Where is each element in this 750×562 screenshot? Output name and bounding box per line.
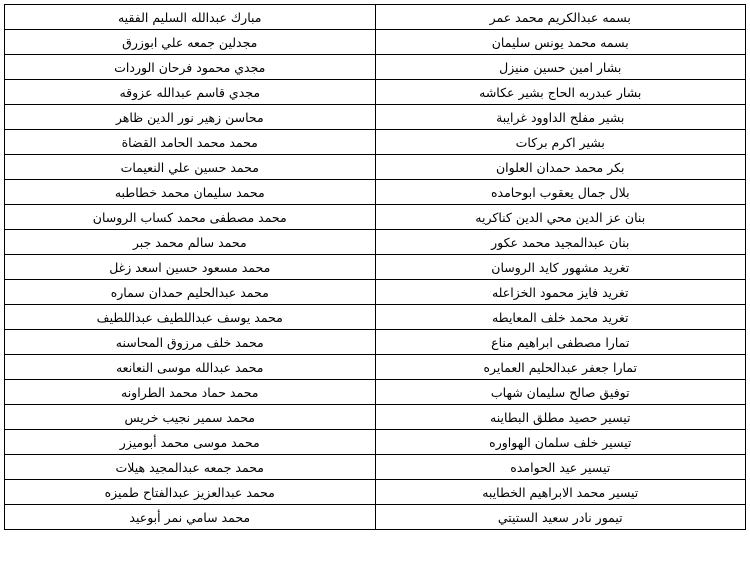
name-cell-right: بنان عبدالمجيد محمد عكور	[375, 230, 746, 255]
name-cell-right: بشير مفلح الداوود غرايبة	[375, 105, 746, 130]
table-row	[5, 355, 746, 380]
name-cell-left: محمد عبدالعزيز عبدالفتاح طميزه	[5, 480, 376, 505]
table-row	[5, 480, 746, 505]
names-table-body	[5, 5, 746, 530]
name-cell-left: محمد حماد محمد الطراونه	[5, 380, 376, 405]
name-cell-right: بشار عبدربه الحاج بشير عكاشه	[375, 80, 746, 105]
table-row	[5, 180, 746, 205]
table-row	[5, 305, 746, 330]
names-table	[4, 4, 746, 530]
name-cell-right: تيسير خلف سلمان الهواوره	[375, 430, 746, 455]
name-cell-right: تغريد محمد خلف المعايطه	[375, 305, 746, 330]
name-cell-left: محمد عبدالله موسى النعانعه	[5, 355, 376, 380]
table-row	[5, 255, 746, 280]
name-cell-right: بسمه عبدالكريم محمد عمر	[375, 5, 746, 30]
name-cell-left: مجدي قاسم عبدالله عزوقه	[5, 80, 376, 105]
name-cell-left: محمد جمعه عبدالمجيد هيلات	[5, 455, 376, 480]
name-cell-right: بشير اكرم بركات	[375, 130, 746, 155]
name-cell-right: تغريد مشهور كايد الروسان	[375, 255, 746, 280]
name-cell-left: محمد حسين علي النعيمات	[5, 155, 376, 180]
table-row	[5, 505, 746, 530]
name-cell-left: مجدي محمود فرحان الوردات	[5, 55, 376, 80]
name-cell-left: محمد سليمان محمد خطاطبه	[5, 180, 376, 205]
name-cell-left: محمد مسعود حسين اسعد زغل	[5, 255, 376, 280]
name-cell-right: بلال جمال يعقوب ابوحامده	[375, 180, 746, 205]
name-cell-right: تغريد فايز محمود الخزاعله	[375, 280, 746, 305]
name-cell-right: تيسير محمد الابراهيم الخطايبه	[375, 480, 746, 505]
name-cell-right: بشار امين حسين منيزل	[375, 55, 746, 80]
table-row	[5, 405, 746, 430]
name-cell-left: محمد موسى محمد أبوميزر	[5, 430, 376, 455]
table-row	[5, 155, 746, 180]
table-row	[5, 30, 746, 55]
name-cell-right: تيسير عيد الحوامده	[375, 455, 746, 480]
name-cell-right: تيمور نادر سعيد الستيتي	[375, 505, 746, 530]
name-cell-left: محمد سامي نمر أبوعيد	[5, 505, 376, 530]
table-row	[5, 105, 746, 130]
table-row	[5, 205, 746, 230]
name-cell-right: بنان عز الدين محي الدين كناكريه	[375, 205, 746, 230]
name-cell-right: تمارا مصطفى ابراهيم مناع	[375, 330, 746, 355]
table-row	[5, 455, 746, 480]
name-cell-left: محمد سمير نجيب خريس	[5, 405, 376, 430]
name-cell-left: محمد مصطفى محمد كساب الروسان	[5, 205, 376, 230]
table-row	[5, 280, 746, 305]
name-cell-right: تمارا جعفر عبدالحليم العمايره	[375, 355, 746, 380]
table-row	[5, 380, 746, 405]
table-row	[5, 430, 746, 455]
name-cell-right: بكر محمد حمدان العلوان	[375, 155, 746, 180]
name-cell-left: محاسن زهير نور الدين ظاهر	[5, 105, 376, 130]
name-cell-right: بسمه محمد يونس سليمان	[375, 30, 746, 55]
name-cell-right: تيسير حصيد مطلق البطاينه	[375, 405, 746, 430]
name-cell-right: توفيق صالح سليمان شهاب	[375, 380, 746, 405]
table-row	[5, 130, 746, 155]
name-cell-left: محمد يوسف عبداللطيف عبداللطيف	[5, 305, 376, 330]
table-row	[5, 80, 746, 105]
table-row	[5, 230, 746, 255]
name-cell-left: مجدلين جمعه علي ابوزرق	[5, 30, 376, 55]
name-cell-left: محمد سالم محمد جبر	[5, 230, 376, 255]
name-cell-left: محمد عبدالحليم حمدان سماره	[5, 280, 376, 305]
name-cell-left: محمد خلف مرزوق المحاسنه	[5, 330, 376, 355]
name-cell-left: محمد محمد الحامد القضاة	[5, 130, 376, 155]
table-row	[5, 330, 746, 355]
table-row	[5, 55, 746, 80]
name-cell-left: مبارك عبدالله السليم الفقيه	[5, 5, 376, 30]
table-row	[5, 5, 746, 30]
